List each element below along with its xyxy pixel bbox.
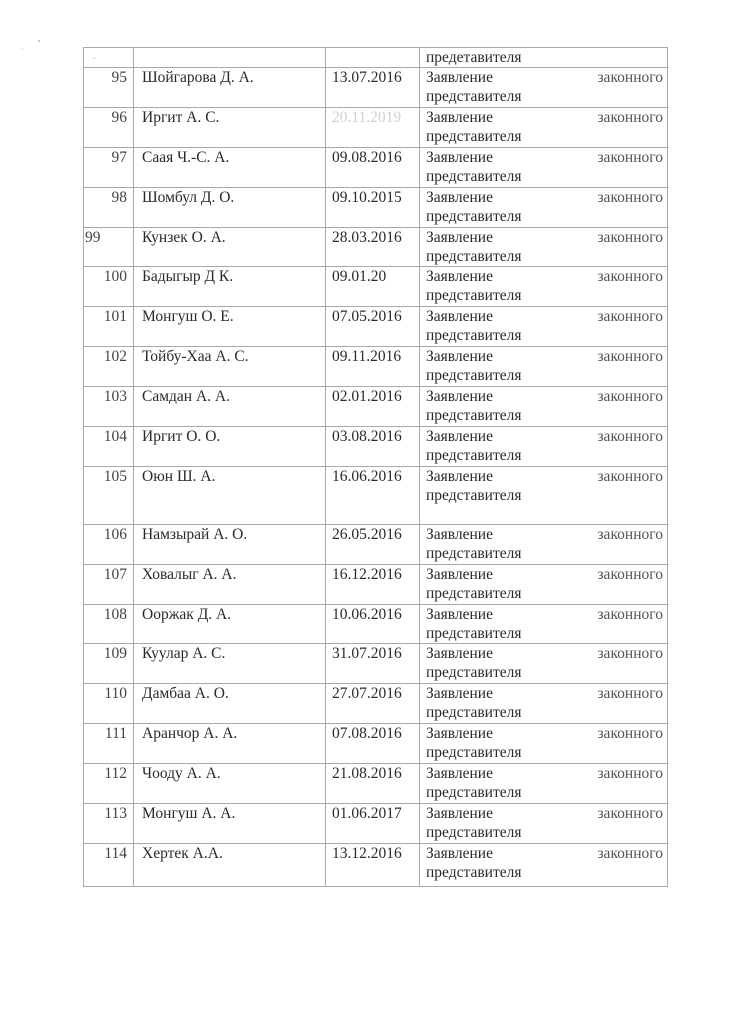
cell-date xyxy=(326,68,420,108)
table-row xyxy=(84,466,668,524)
table-row xyxy=(84,227,668,267)
document-word-legal: законного xyxy=(597,387,663,405)
row-number: 102 xyxy=(103,348,127,366)
table-row xyxy=(84,604,668,644)
birth-date: 21.08.2016 xyxy=(332,764,402,782)
table-row xyxy=(84,684,668,724)
document-word-representative: представителя xyxy=(426,486,522,504)
cell-number xyxy=(84,48,134,68)
document-word-representative: представителя xyxy=(426,783,522,801)
document-word-legal: законного xyxy=(597,427,663,445)
child-name: Оюн Ш. А. xyxy=(142,467,216,485)
child-name: Куулар А. С. xyxy=(142,645,226,663)
row-number: 114 xyxy=(104,844,127,862)
document-word-representative: представителя xyxy=(426,664,522,682)
child-name: Бадыгыр Д К. xyxy=(142,268,234,286)
cell-name xyxy=(134,843,326,886)
birth-date: 01.06.2017 xyxy=(332,804,402,822)
child-name: Самдан А. А. xyxy=(142,387,230,405)
document-word-representative: представителя xyxy=(426,367,522,385)
row-number: 99 xyxy=(85,228,101,246)
table-row xyxy=(84,644,668,684)
birth-date: 09.10.2015 xyxy=(332,188,402,206)
document-word-representative: представителя xyxy=(426,544,522,562)
document-line-1 xyxy=(426,228,663,247)
document-word-legal: законного xyxy=(597,565,663,583)
child-name: Саая Ч.-С. А. xyxy=(142,148,230,166)
cell-number xyxy=(84,803,134,843)
row-number: 104 xyxy=(103,427,127,445)
cell-number xyxy=(84,347,134,387)
table-body xyxy=(84,48,668,887)
child-name: Ховалыг А. А. xyxy=(142,565,237,583)
cell-number xyxy=(84,684,134,724)
document-word-representative: представителя xyxy=(426,207,522,225)
cell-date xyxy=(326,684,420,724)
cell-document xyxy=(420,48,668,68)
document-word-representative: представителя xyxy=(426,287,522,305)
cell-date xyxy=(326,48,420,68)
document-line-1 xyxy=(426,525,663,544)
cell-date xyxy=(326,724,420,764)
document-word-representative: представителя xyxy=(426,406,522,424)
cell-document xyxy=(420,227,668,267)
child-name: Тойбу-Хаа А. С. xyxy=(142,348,249,366)
cell-date xyxy=(326,466,420,524)
child-name: Шойгарова Д. А. xyxy=(142,69,254,87)
document-word-application: Заявление xyxy=(426,308,493,326)
table-row xyxy=(84,564,668,604)
cell-date xyxy=(326,763,420,803)
document-line-1 xyxy=(426,188,663,207)
cell-number xyxy=(84,524,134,564)
cell-document xyxy=(420,267,668,307)
cell-document xyxy=(420,684,668,724)
document-word-application: Заявление xyxy=(426,685,493,703)
cell-name xyxy=(134,466,326,524)
cell-date xyxy=(326,307,420,347)
cell-document xyxy=(420,386,668,426)
document-word-representative: представителя xyxy=(426,167,522,185)
document-line-1 xyxy=(426,844,663,863)
birth-date: 27.07.2016 xyxy=(332,685,402,703)
table-row xyxy=(84,307,668,347)
row-number: 97 xyxy=(111,148,127,166)
child-name: Монгуш А. А. xyxy=(142,804,236,822)
birth-date: 16.06.2016 xyxy=(332,467,402,485)
child-name: Монгуш О. Е. xyxy=(142,308,234,326)
document-word-representative: представителя xyxy=(426,446,522,464)
cell-name xyxy=(134,307,326,347)
row-number: 110 xyxy=(104,685,127,703)
document-word-legal: законного xyxy=(597,188,663,206)
cell-number xyxy=(84,107,134,147)
child-name: Шомбул Д. О. xyxy=(142,188,235,206)
row-number: 96 xyxy=(111,108,127,126)
cell-document xyxy=(420,763,668,803)
cell-document xyxy=(420,466,668,524)
cell-date xyxy=(326,386,420,426)
cell-date xyxy=(326,564,420,604)
cell-name xyxy=(134,227,326,267)
cell-name xyxy=(134,48,326,68)
document-word-representative: представителя xyxy=(426,704,522,722)
document-word-legal: законного xyxy=(597,725,663,743)
document-word-application: Заявление xyxy=(426,228,493,246)
cell-number xyxy=(84,267,134,307)
cell-number xyxy=(84,466,134,524)
document-line-1 xyxy=(426,267,663,286)
document-line-1 xyxy=(426,68,663,87)
cell-number xyxy=(84,68,134,108)
document-word-legal: законного xyxy=(597,348,663,366)
cell-name xyxy=(134,426,326,466)
document-word-representative: представителя xyxy=(426,744,522,762)
child-name: Дамбаа А. О. xyxy=(142,685,229,703)
document-word-application: Заявление xyxy=(426,804,493,822)
cell-document xyxy=(420,307,668,347)
birth-date: 03.08.2016 xyxy=(332,427,402,445)
row-number: 109 xyxy=(103,645,127,663)
cell-document xyxy=(420,724,668,764)
table-row xyxy=(84,386,668,426)
birth-date: 16.12.2016 xyxy=(332,565,402,583)
document-line-1 xyxy=(426,684,663,703)
cell-number xyxy=(84,386,134,426)
document-word-legal: законного xyxy=(597,605,663,623)
cell-number xyxy=(84,644,134,684)
child-name: Хертек А.А. xyxy=(142,844,223,862)
child-name: Ооржак Д. А. xyxy=(142,605,232,623)
table-row xyxy=(84,524,668,564)
cell-document xyxy=(420,107,668,147)
cell-name xyxy=(134,803,326,843)
document-line-1 xyxy=(426,724,663,743)
cell-name xyxy=(134,267,326,307)
document-word-application: Заявление xyxy=(426,467,493,485)
table-row xyxy=(84,187,668,227)
document-line-1 xyxy=(426,148,663,167)
cell-date xyxy=(326,644,420,684)
child-name: Намзырай А. О. xyxy=(142,525,248,543)
document-word-application: Заявление xyxy=(426,645,493,663)
cell-date xyxy=(326,147,420,187)
document-line-1 xyxy=(426,387,663,406)
birth-date: 09.11.2016 xyxy=(332,348,402,366)
row-number: 107 xyxy=(103,565,127,583)
table-row xyxy=(84,763,668,803)
row-number: 101 xyxy=(103,308,127,326)
row-number: 105 xyxy=(103,467,127,485)
document-word-representative: представителя xyxy=(426,823,522,841)
table-row xyxy=(84,347,668,387)
cell-name xyxy=(134,386,326,426)
cell-date xyxy=(326,267,420,307)
document-word-legal: законного xyxy=(597,268,663,286)
document-word-legal: законного xyxy=(597,228,663,246)
document-word-application: Заявление xyxy=(426,268,493,286)
row-number: 103 xyxy=(103,387,127,405)
document-word-application: Заявление xyxy=(426,725,493,743)
table-row xyxy=(84,803,668,843)
cell-number xyxy=(84,604,134,644)
document-word-representative: представителя xyxy=(426,88,522,106)
cell-date xyxy=(326,227,420,267)
cell-date xyxy=(326,843,420,886)
table-row xyxy=(84,68,668,108)
document-word-application: Заявление xyxy=(426,348,493,366)
document-word-application: Заявление xyxy=(426,764,493,782)
table-row xyxy=(84,724,668,764)
row-number: 100 xyxy=(103,268,127,286)
cell-number xyxy=(84,763,134,803)
row-number: 106 xyxy=(103,525,127,543)
child-name: Иргит А. С. xyxy=(142,108,220,126)
cell-document xyxy=(420,347,668,387)
cell-number xyxy=(84,843,134,886)
cell-document xyxy=(420,68,668,108)
document-word-representative: представителя xyxy=(426,584,522,602)
document-word-legal: законного xyxy=(597,685,663,703)
document-word-application: Заявление xyxy=(426,148,493,166)
child-name: Кунзек О. А. xyxy=(142,228,226,246)
cell-document xyxy=(420,147,668,187)
child-name: Аранчор А. А. xyxy=(142,725,238,743)
cell-date xyxy=(326,426,420,466)
document-word-legal: законного xyxy=(597,645,663,663)
cell-number xyxy=(84,187,134,227)
cell-name xyxy=(134,107,326,147)
birth-date: 13.07.2016 xyxy=(332,69,402,87)
cell-document xyxy=(420,564,668,604)
birth-date: 13.12.2016 xyxy=(332,844,402,862)
table-row xyxy=(84,843,668,886)
birth-date: 09.08.2016 xyxy=(332,148,402,166)
cell-number xyxy=(84,426,134,466)
cell-document xyxy=(420,604,668,644)
cell-date xyxy=(326,604,420,644)
document-line-1 xyxy=(426,644,663,663)
document-line-1 xyxy=(426,467,663,486)
birth-date: 02.01.2016 xyxy=(332,387,402,405)
row-number: 111 xyxy=(104,725,127,743)
child-name: Чооду А. А. xyxy=(142,764,221,782)
cell-name xyxy=(134,347,326,387)
birth-date: 07.05.2016 xyxy=(332,308,402,326)
document-line-1 xyxy=(426,565,663,584)
cell-document xyxy=(420,426,668,466)
cell-name xyxy=(134,564,326,604)
document-word-application: Заявление xyxy=(426,565,493,583)
birth-date: 09.01.20 xyxy=(332,268,387,286)
child-name: Иргит О. О. xyxy=(142,427,221,445)
document-line-1 xyxy=(426,307,663,326)
document-word-application: Заявление xyxy=(426,387,493,405)
children-list-table xyxy=(83,47,668,887)
document-word-legal: законного xyxy=(597,108,663,126)
document-word-application: Заявление xyxy=(426,525,493,543)
table-row xyxy=(84,426,668,466)
document-word-application: Заявление xyxy=(426,69,493,87)
cell-date xyxy=(326,347,420,387)
row-number: 98 xyxy=(111,188,127,206)
document-word-application: Заявление xyxy=(426,605,493,623)
document-word-legal: законного xyxy=(597,148,663,166)
document-line-1 xyxy=(426,347,663,366)
cell-name xyxy=(134,644,326,684)
document-line-1 xyxy=(426,764,663,783)
document-word-representative: представителя xyxy=(426,624,522,642)
row-number: 112 xyxy=(104,764,127,782)
document-word-legal: законного xyxy=(597,467,663,485)
document-line-1 xyxy=(426,427,663,446)
cell-name xyxy=(134,147,326,187)
birth-date: 31.07.2016 xyxy=(332,645,402,663)
cell-date xyxy=(326,187,420,227)
cell-name xyxy=(134,763,326,803)
row-number: 95 xyxy=(111,69,127,87)
document-word-application: Заявление xyxy=(426,108,493,126)
cell-document xyxy=(420,803,668,843)
birth-date: 20.11.2019 xyxy=(332,108,402,126)
cell-number xyxy=(84,564,134,604)
document-word-legal: законного xyxy=(597,525,663,543)
birth-date: 10.06.2016 xyxy=(332,605,402,623)
document-line-1 xyxy=(426,108,663,127)
table-row-continuation xyxy=(84,48,668,68)
scan-speck xyxy=(38,40,40,42)
document-word-representative: представителя xyxy=(426,327,522,345)
cell-document xyxy=(420,187,668,227)
birth-date: 07.08.2016 xyxy=(332,725,402,743)
cell-document xyxy=(420,524,668,564)
document-word-legal: законного xyxy=(597,804,663,822)
cell-number xyxy=(84,147,134,187)
table-row xyxy=(84,267,668,307)
document-word-application: Заявление xyxy=(426,188,493,206)
document-line-1 xyxy=(426,804,663,823)
document-word-representative: представителя xyxy=(426,247,522,265)
document-word-representative: представителя xyxy=(426,127,522,145)
document-word-legal: законного xyxy=(597,844,663,862)
document-word-application: Заявление xyxy=(426,427,493,445)
cell-date xyxy=(326,803,420,843)
document-line-1 xyxy=(426,605,663,624)
cell-name xyxy=(134,604,326,644)
cell-number xyxy=(84,307,134,347)
row-number: 113 xyxy=(104,804,127,822)
document-word-representative: представителя xyxy=(426,863,522,881)
cell-name xyxy=(134,187,326,227)
cell-name xyxy=(134,68,326,108)
table-row xyxy=(84,147,668,187)
row-number: 108 xyxy=(103,605,127,623)
document-word-legal: законного xyxy=(597,308,663,326)
cell-number xyxy=(84,227,134,267)
cell-date xyxy=(326,524,420,564)
document-word-application: Заявление xyxy=(426,844,493,862)
document-word-legal: законного xyxy=(597,764,663,782)
cell-name xyxy=(134,684,326,724)
table-row xyxy=(84,107,668,147)
cell-name xyxy=(134,524,326,564)
document-continuation-text: предетавителя xyxy=(426,49,522,67)
cell-date xyxy=(326,107,420,147)
cell-name xyxy=(134,724,326,764)
cell-document xyxy=(420,843,668,886)
scan-speck xyxy=(22,48,23,49)
cell-number xyxy=(84,724,134,764)
cell-document xyxy=(420,644,668,684)
birth-date: 26.05.2016 xyxy=(332,525,402,543)
document-word-legal: законного xyxy=(597,69,663,87)
birth-date: 28.03.2016 xyxy=(332,228,402,246)
